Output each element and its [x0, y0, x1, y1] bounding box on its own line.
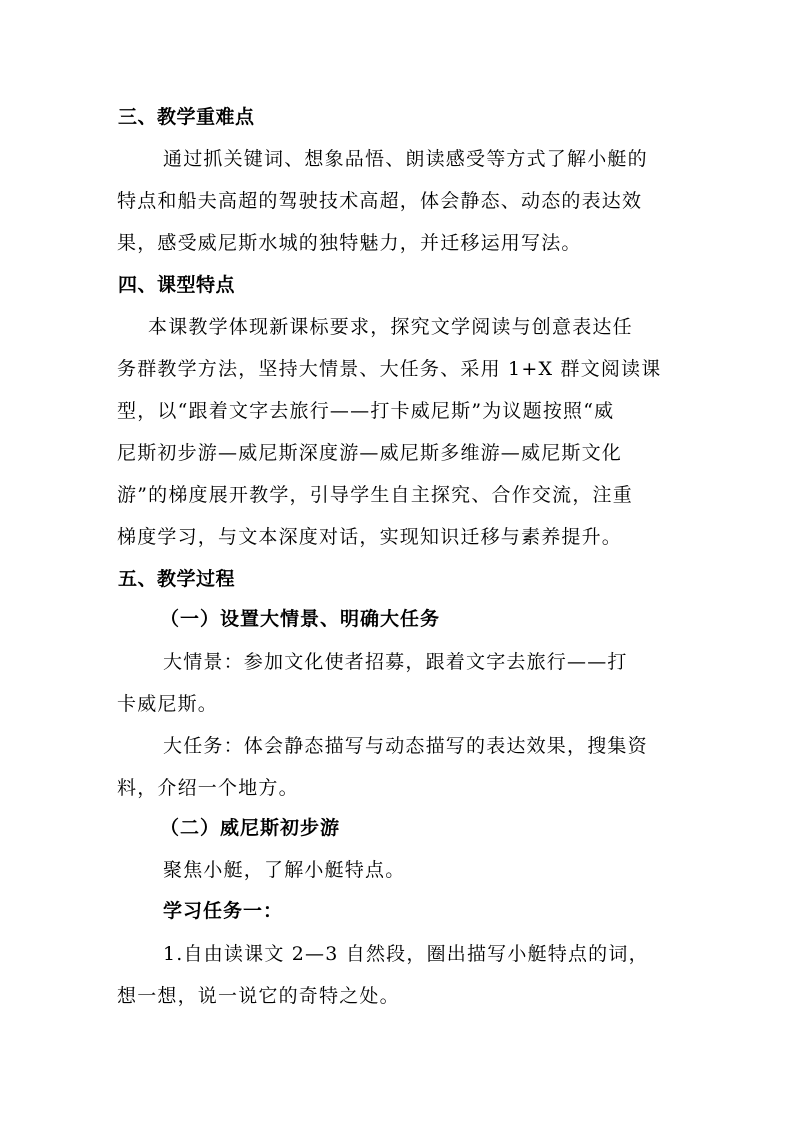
paragraph-line: 本课教学体现新课标要求，探究文学阅读与创意表达任 — [148, 316, 633, 338]
paragraph-line: 果，感受威尼斯水城的独特魅力，并迁移运用写法。 — [117, 232, 582, 254]
paragraph-line: 聚焦小艇，了解小艇特点。 — [163, 859, 406, 881]
subsection-heading-1: （一）设置大情景、明确大任务 — [160, 608, 441, 630]
paragraph-line: 想一想，说一说它的奇特之处。 — [117, 985, 400, 1007]
paragraph-line: 通过抓关键词、想象品悟、朗读感受等方式了解小艇的 — [163, 148, 648, 170]
paragraph-line: 梯度学习，与文本深度对话，实现知识迁移与素养提升。 — [117, 526, 623, 548]
subsection-heading-2: （二）威尼斯初步游 — [160, 817, 341, 839]
section-heading-3: 三、教学重难点 — [118, 106, 255, 128]
paragraph-line: 料，介绍一个地方。 — [117, 777, 299, 799]
paragraph-line: 特点和船夫高超的驾驶技术高超，体会静态、动态的表达效 — [117, 190, 643, 212]
section-heading-4: 四、课型特点 — [118, 274, 236, 296]
paragraph-line: 大任务：体会静态描写与动态描写的表达效果，搜集资 — [163, 735, 648, 757]
paragraph-line: 游”的梯度展开教学，引导学生自主探究、合作交流，注重 — [117, 484, 633, 506]
paragraph-line: 大情景：参加文化使者招募，跟着文字去旅行——打 — [163, 651, 628, 673]
paragraph-line: 1.自由读课文 2—3 自然段，圈出描写小艇特点的词， — [163, 943, 649, 965]
paragraph-line: 务群教学方法，坚持大情景、大任务、采用 1+X 群文阅读课 — [117, 358, 662, 380]
paragraph-line: 尼斯初步游—威尼斯深度游—威尼斯多维游—威尼斯文化 — [117, 442, 623, 464]
paragraph-line: 卡威尼斯。 — [117, 693, 219, 715]
paragraph-line: 型，以“跟着文字去旅行——打卡威尼斯”为议题按照“威 — [117, 400, 615, 422]
task-heading: 学习任务一： — [163, 900, 284, 922]
section-heading-5: 五、教学过程 — [118, 568, 236, 590]
